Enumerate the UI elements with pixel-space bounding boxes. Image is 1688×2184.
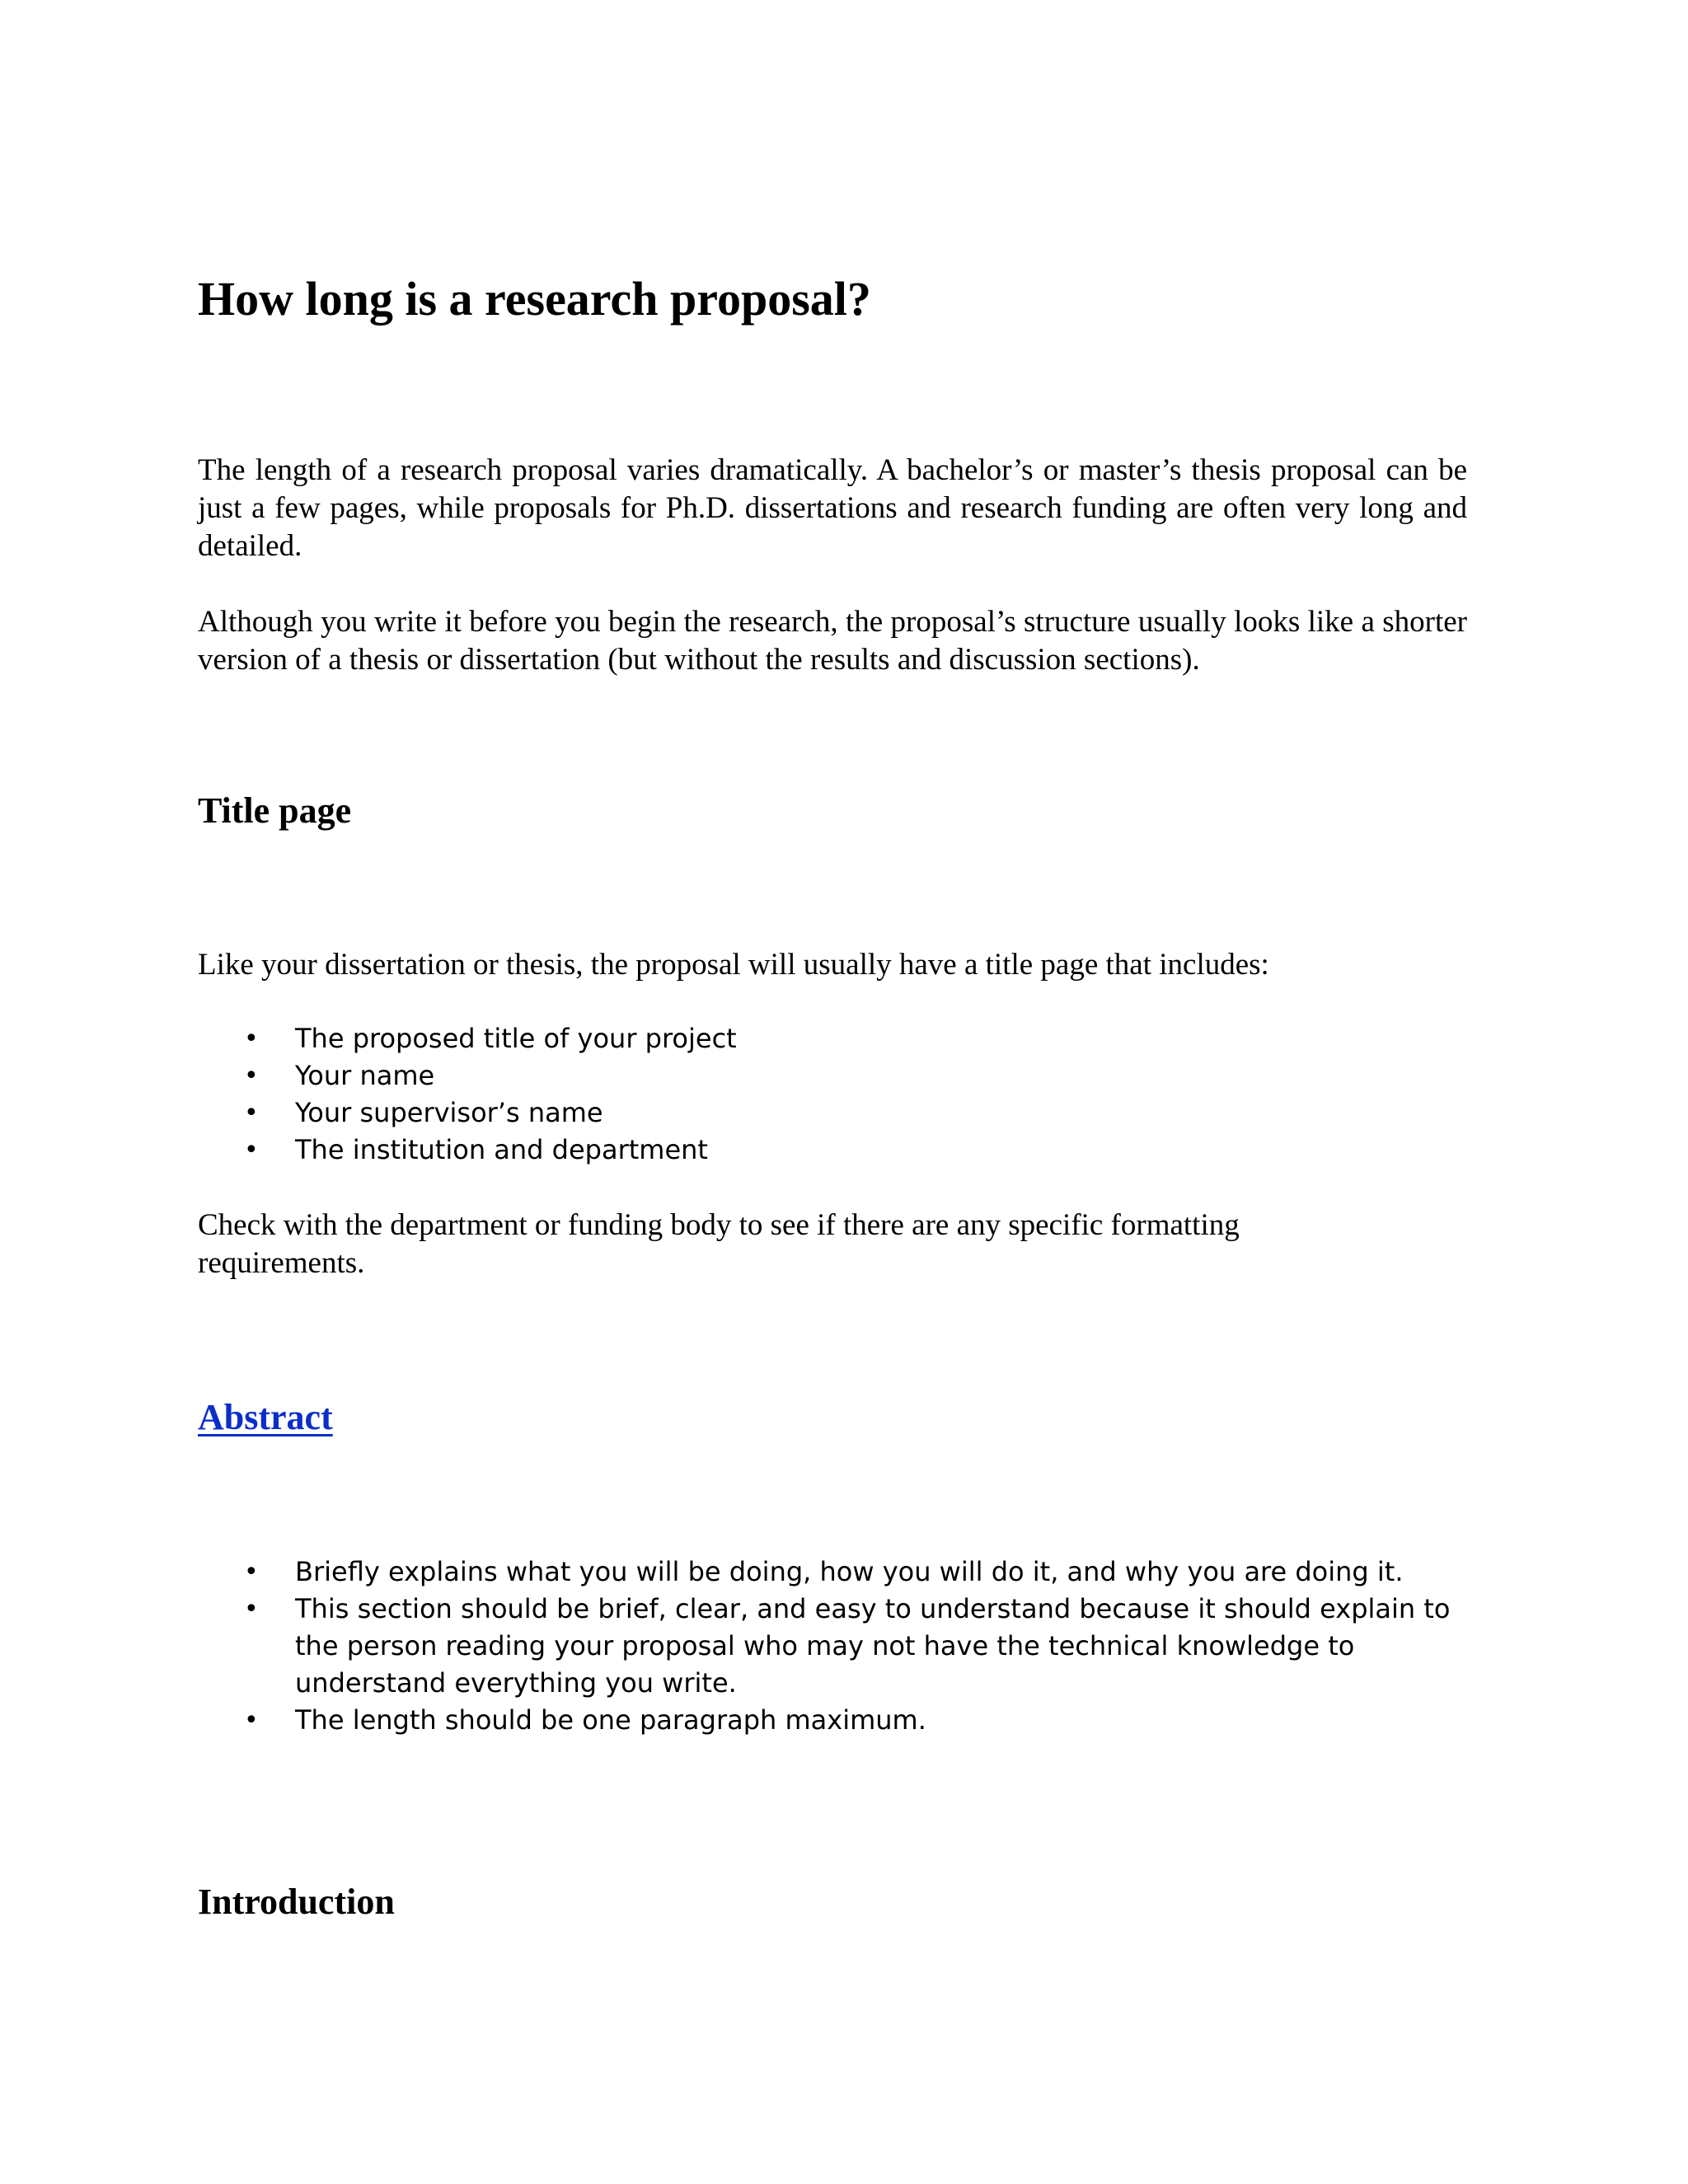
list-item-text: The length should be one paragraph maximum. xyxy=(295,1704,926,1736)
list-item xyxy=(198,1132,1451,1169)
section-heading-introduction: Introduction xyxy=(198,1882,395,1922)
bullet-icon: • xyxy=(244,1136,259,1165)
list-item-text: Your supervisor’s name xyxy=(295,1097,603,1128)
abstract-list xyxy=(198,1554,1451,1739)
document-page xyxy=(198,0,1484,2184)
bullet-icon: • xyxy=(244,1062,259,1090)
list-item-text: Briefly explains what you will be doing, how you will do it, and why you are doing it. xyxy=(295,1556,1404,1587)
list-item-text: Your name xyxy=(295,1060,435,1091)
bullet-icon: • xyxy=(244,1024,259,1053)
list-item-text: This section should be brief, clear, and easy to understand because it should explain to the person reading your proposal who may not have the technical knowledge to understand everything you write. xyxy=(295,1593,1451,1699)
title-page-note: Check with the department or funding body to see if there are any specific formatting requirements. xyxy=(198,1208,1240,1280)
bullet-icon: • xyxy=(244,1099,259,1127)
list-item xyxy=(198,1702,1451,1739)
list-item-text: The proposed title of your project xyxy=(295,1023,737,1054)
list-item xyxy=(198,1020,1451,1057)
list-item xyxy=(198,1094,1451,1132)
intro-paragraph-structure: Although you write it before you begin the research, the proposal’s structure usually looks like a shorter version of a thesis or dissertation (but without the results and discussion sections). xyxy=(198,605,1467,677)
bullet-icon: • xyxy=(244,1706,259,1735)
bullet-icon: • xyxy=(244,1558,259,1586)
section-heading-title-page: Title page xyxy=(198,790,352,831)
list-item xyxy=(198,1591,1451,1702)
bullet-icon: • xyxy=(244,1595,259,1624)
page-title: How long is a research proposal? xyxy=(198,272,871,326)
list-item xyxy=(198,1554,1451,1591)
list-item xyxy=(198,1057,1451,1094)
list-item-text: The institution and department xyxy=(295,1134,708,1165)
title-page-list xyxy=(198,1020,1451,1169)
section-heading-abstract-link[interactable]: Abstract xyxy=(198,1397,333,1437)
title-page-lead: Like your dissertation or thesis, the proposal will usually have a title page that includes: xyxy=(198,948,1269,982)
intro-paragraph-length: The length of a research proposal varies dramatically. A bachelor’s or master’s thesis proposal can be just a few pages, while proposals for Ph.D. dissertations and research funding are often very long and detailed. xyxy=(198,453,1467,563)
